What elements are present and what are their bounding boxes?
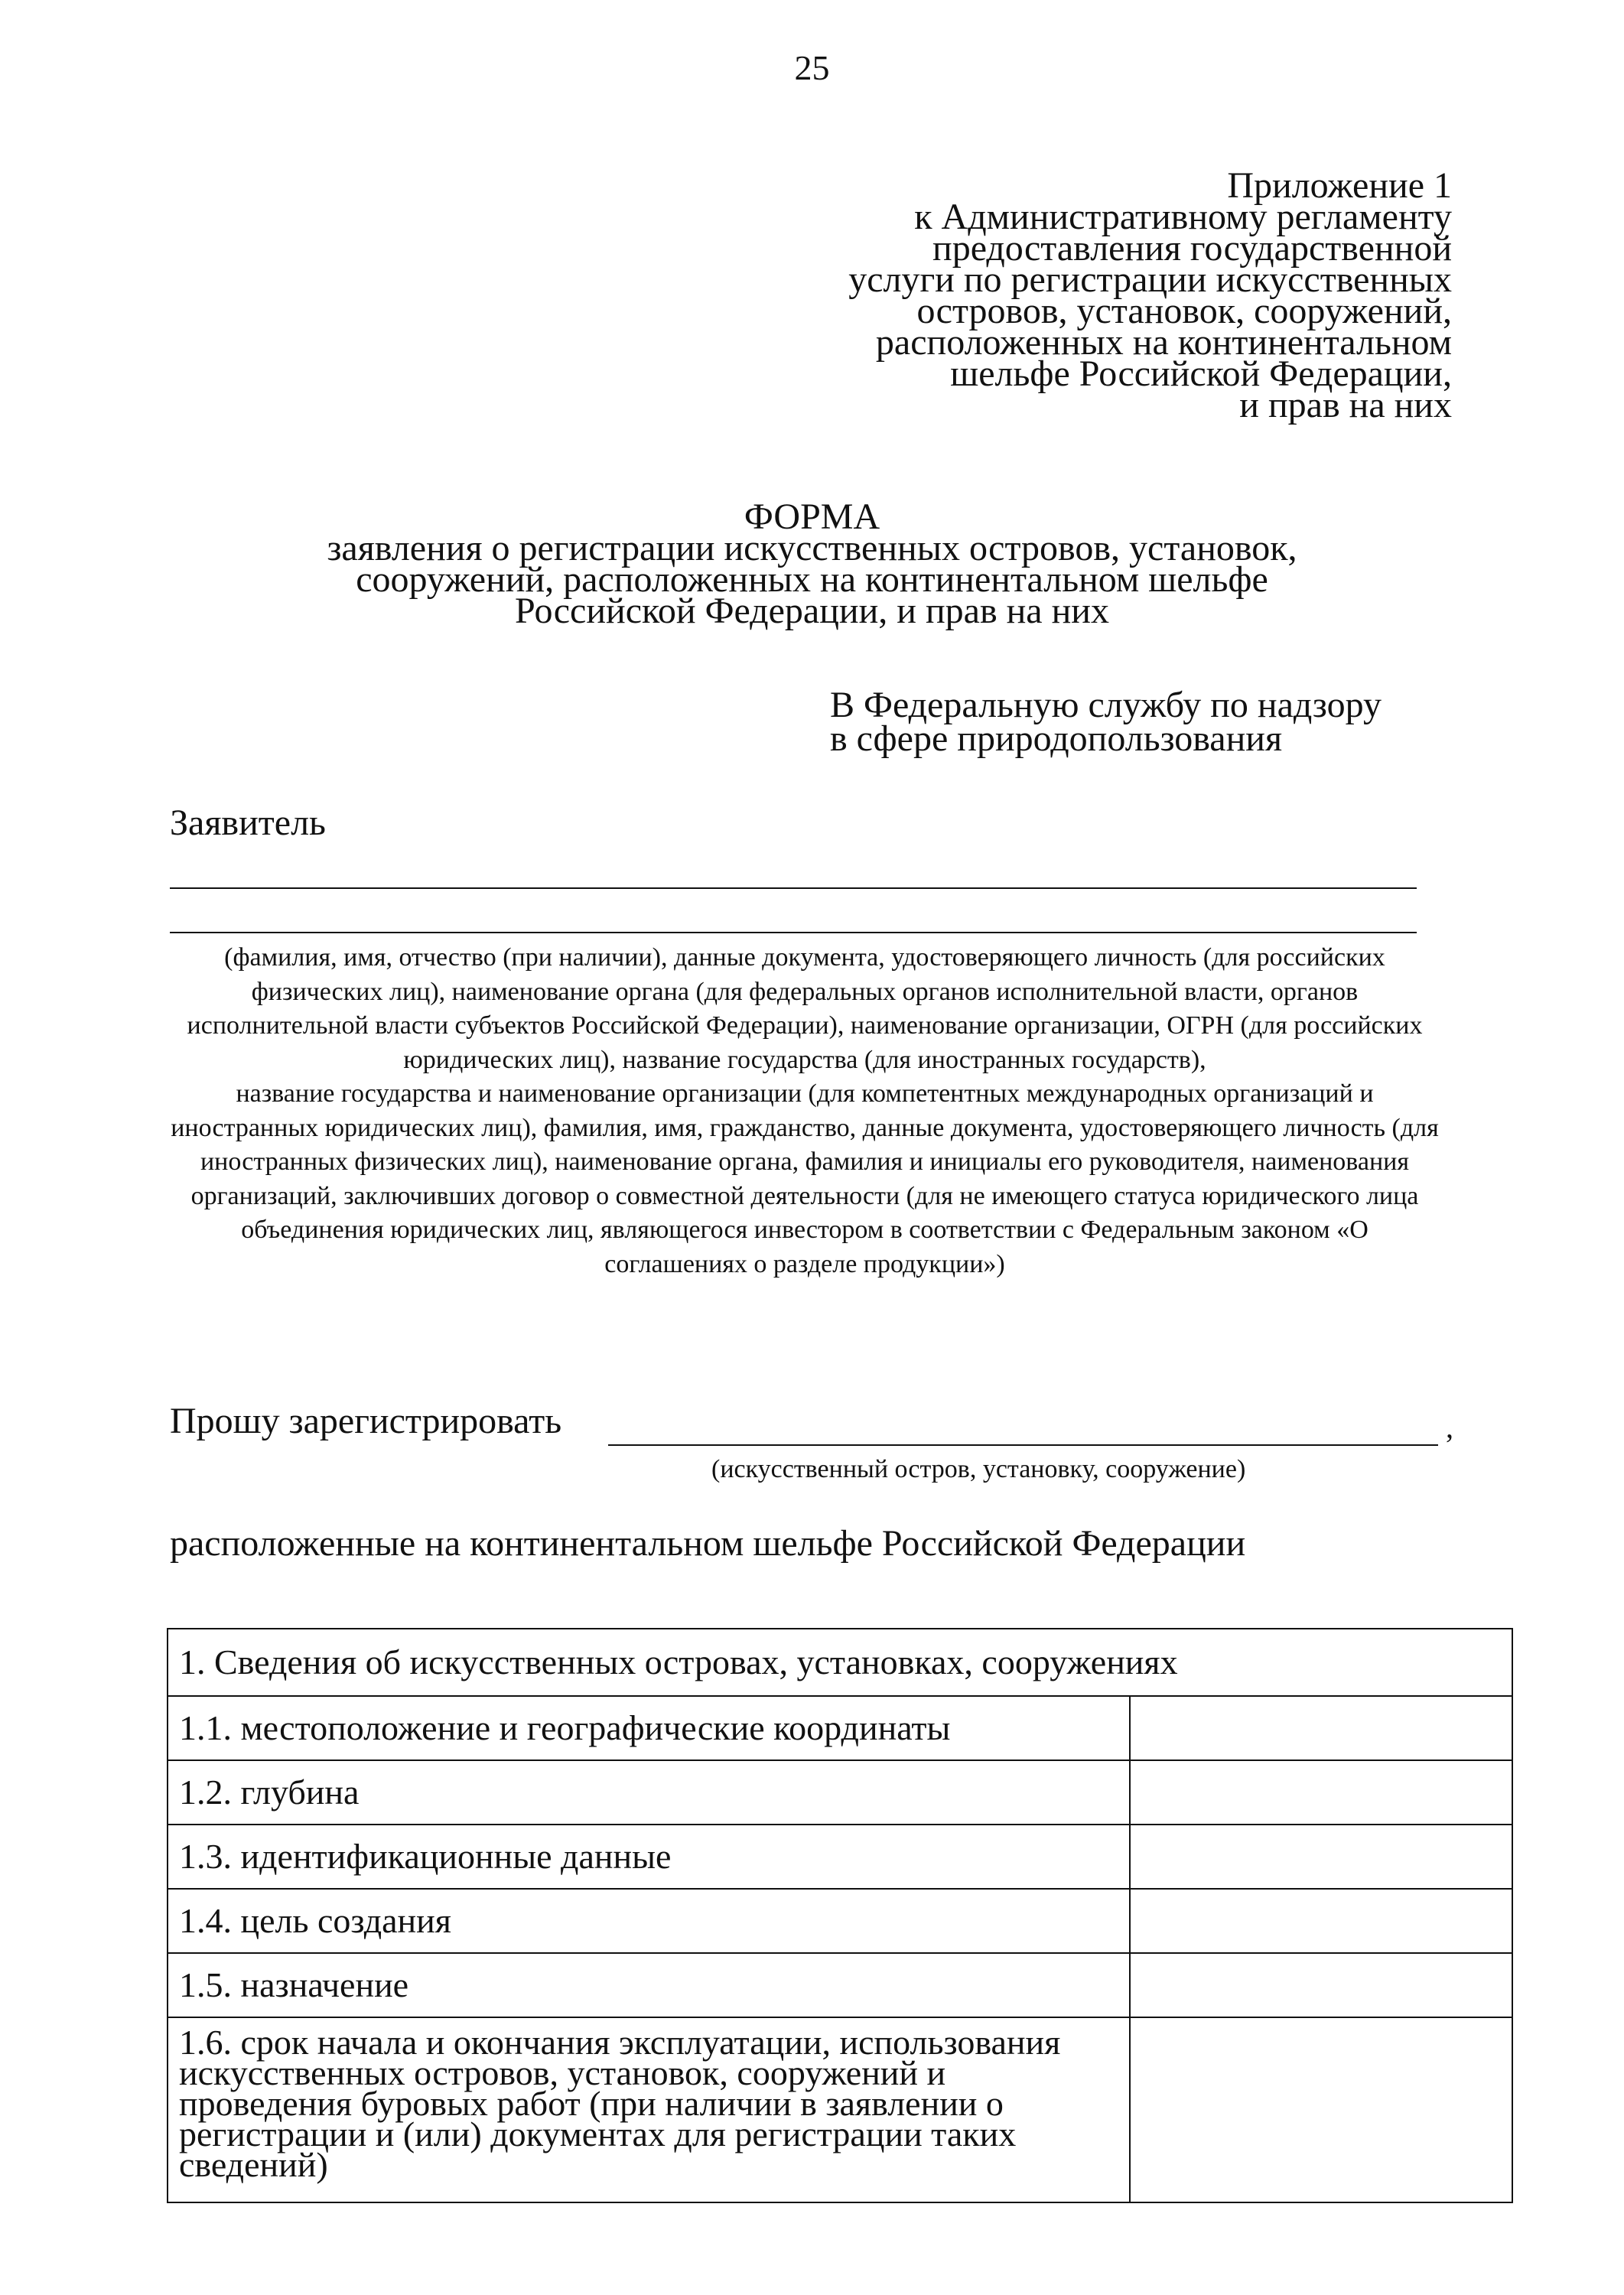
row-value[interactable] <box>1130 2017 1512 2202</box>
info-table <box>167 1628 1513 2203</box>
page-number: 25 <box>794 48 830 87</box>
table-row <box>168 1760 1512 1825</box>
row-label: 1.6. срок начала и окончания эксплуатации, использования искусственных островов, установок, сооружений и проведения буровых работ (при наличии в заявлении о регистрации и (или) документах для регистрации таких сведений) <box>168 2017 1130 2202</box>
row-value[interactable] <box>1130 1953 1512 2017</box>
addressee-line: В Федеральную службу по надзору <box>830 685 1382 725</box>
appendix-line: к Административному регламенту <box>914 197 1452 237</box>
table-header-row <box>168 1629 1512 1696</box>
table-header: 1. Сведения об искусственных островах, установках, сооружениях <box>168 1629 1512 1696</box>
appendix-line: шельфе Российской Федерации, <box>950 353 1452 394</box>
table-row <box>168 1953 1512 2017</box>
row-label: 1.1. местоположение и географические координаты <box>168 1696 1130 1760</box>
request-comma: , <box>1446 1410 1453 1444</box>
applicant-note-part-2: название государства и наименование организации (для компетентных международных организаций и иностранных юридических лиц), фамилия, имя, гражданство, данные документа, удостоверяющего личность (для иностранных физических лиц), наименование органа, фамилия и инициалы его руководителя, наименования организаций, заключивших договор о совместной деятельности (для не имеющего статуса юридического лица объединения юридических лиц, являющегося инвестором в соответствии с Федеральным законом «О соглашениях о разделе продукции») <box>171 1079 1439 1278</box>
applicant-field-line-2[interactable] <box>170 932 1417 933</box>
row-label: 1.4. цель создания <box>168 1889 1130 1953</box>
row-value[interactable] <box>1130 1760 1512 1825</box>
located-text: расположенные на континентальном шельфе Российской Федерации <box>170 1523 1246 1564</box>
form-title-line: заявления о регистрации искусственных островов, установок, <box>327 528 1297 568</box>
appendix-line: и прав на них <box>1239 385 1452 425</box>
applicant-note <box>170 941 1440 1281</box>
applicant-field-line-1[interactable] <box>170 887 1417 889</box>
row-label: 1.3. идентификационные данные <box>168 1825 1130 1889</box>
appendix-line: островов, установок, сооружений, <box>916 291 1452 331</box>
form-title <box>0 496 1624 631</box>
appendix-line: услуги по регистрации искусственных <box>848 259 1452 300</box>
row-value[interactable] <box>1130 1825 1512 1889</box>
table-row <box>168 2017 1512 2202</box>
form-heading: ФОРМА <box>744 496 880 537</box>
row-value[interactable] <box>1130 1889 1512 1953</box>
row-label: 1.2. глубина <box>168 1760 1130 1825</box>
applicant-label: Заявитель <box>170 802 326 843</box>
request-object-note: (искусственный остров, установку, сооружение) <box>711 1455 1246 1483</box>
appendix-line: расположенных на континентальном <box>875 322 1452 363</box>
form-title-line: сооружений, расположенных на континентальном шельфе <box>356 559 1268 600</box>
request-label: Прошу зарегистрировать <box>170 1401 562 1441</box>
appendix-header <box>848 165 1452 425</box>
table-row <box>168 1889 1512 1953</box>
addressee-line: в сфере природопользования <box>830 718 1283 759</box>
request-object-field[interactable] <box>608 1444 1438 1446</box>
addressee <box>830 685 1382 759</box>
appendix-line: Приложение 1 <box>1227 165 1452 206</box>
row-label: 1.5. назначение <box>168 1953 1130 2017</box>
appendix-line: предоставления государственной <box>932 228 1452 269</box>
table-row <box>168 1825 1512 1889</box>
table-row <box>168 1696 1512 1760</box>
row-value[interactable] <box>1130 1696 1512 1760</box>
form-title-line: Российской Федерации, и прав на них <box>515 591 1109 631</box>
applicant-note-part-1: (фамилия, имя, отчество (при наличии), данные документа, удостоверяющего личность (для российских физических лиц), наименование органа (для федеральных органов исполнительной власти, органов исполнительной власти субъектов Российской Федерации), наименование организации, ОГРН (для российских юридических лиц), название государства (для иностранных государств), <box>187 943 1423 1074</box>
